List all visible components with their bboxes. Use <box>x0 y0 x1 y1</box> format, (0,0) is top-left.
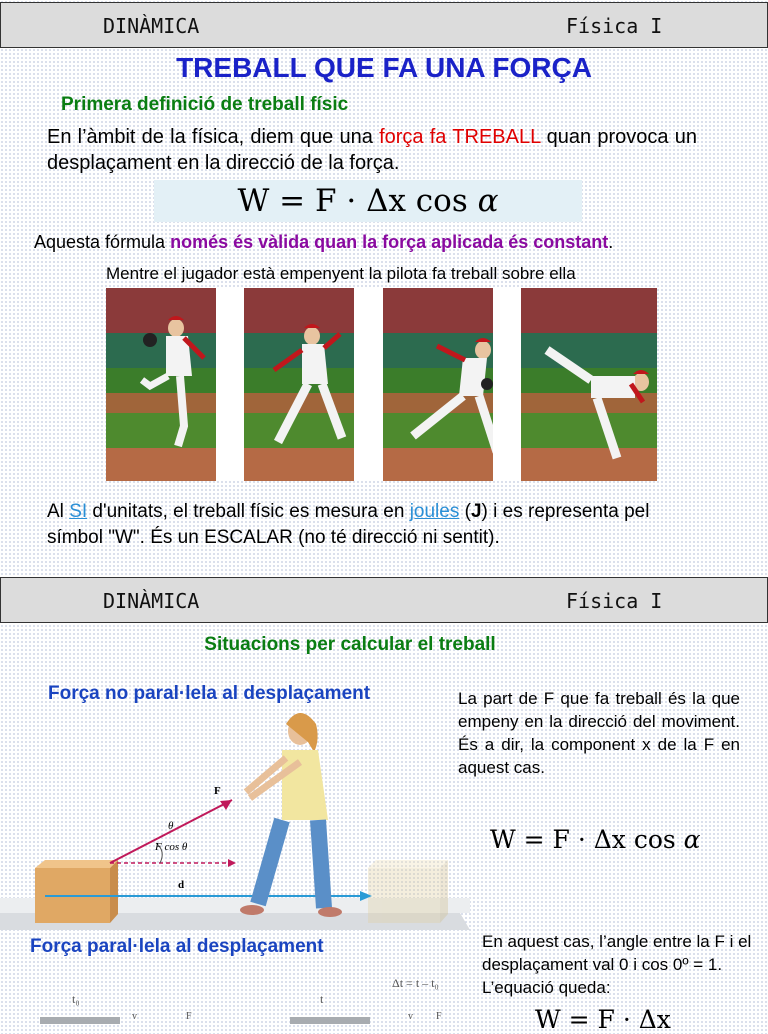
pitcher-photo-sequence <box>106 288 657 481</box>
formula-2-main: W = F · Δx cos <box>490 825 684 854</box>
units-paragraph <box>47 499 707 551</box>
note-text: Aquesta fórmula <box>34 232 171 252</box>
final-box <box>368 860 448 923</box>
header-topic: DINÀMICA <box>103 589 200 613</box>
label-v-2: v <box>408 1011 413 1022</box>
label-v-1: v <box>132 1011 137 1022</box>
work-formula-2 <box>490 825 701 854</box>
pitcher-photo-1 <box>106 288 242 481</box>
label-f-1: F <box>186 1011 192 1022</box>
formula-rhs: F · Δx cos <box>315 183 478 219</box>
header-topic: DINÀMICA <box>103 14 200 38</box>
pulling-box-illustration <box>0 698 470 933</box>
formula-angle: α <box>477 183 499 219</box>
pitcher-photo-2 <box>244 288 380 481</box>
definition-text-end: quan provoca un desplaçament en la direcció de la força. <box>47 126 697 174</box>
slide-header <box>0 2 768 48</box>
units-text-1: Al <box>47 501 70 522</box>
label-t0: t₀ <box>72 992 80 1006</box>
units-text-4: ) i es representa pel símbol "W". És un ESCALAR (no té direcció ni sentit). <box>47 501 650 548</box>
label-fcos: F cos θ <box>155 841 188 853</box>
validity-note <box>34 232 613 253</box>
photo-caption: Mentre el jugador està empenyent la pilota fa treball sobre ella <box>106 264 576 283</box>
slide-header <box>0 577 768 623</box>
heading-parallel: Força paral·lela al desplaçament <box>30 936 324 957</box>
work-formula <box>154 183 582 219</box>
slide-title: TREBALL QUE FA UNA FORÇA <box>176 52 592 83</box>
definition-highlight: força fa TREBALL <box>379 126 541 148</box>
header-course: Física I <box>566 14 663 38</box>
explanation-text: La part de F que fa treball és la que empeny en la direcció del moviment. És a dir, la component x de la F en aquest cas. <box>458 689 740 777</box>
pitcher-photo-3 <box>383 288 519 481</box>
formula-lhs: W <box>237 183 270 219</box>
note-highlight: només és vàlida quan la força aplicada és constant <box>170 232 609 252</box>
section-title: Situacions per calcular el treball <box>204 634 496 655</box>
heading-nonparallel: Força no paral·lela al desplaçament <box>48 683 371 704</box>
label-t: t <box>320 992 324 1006</box>
label-dt: Δt = t – t₀ <box>392 976 439 990</box>
definition-text: En l’àmbit de la física, diem que una <box>47 126 380 148</box>
formula-equals: = <box>279 183 306 219</box>
parallel-formula: W = F · Δx <box>535 1005 671 1034</box>
header-course: Física I <box>566 589 663 613</box>
units-text-3: ( <box>459 501 471 522</box>
moving-box <box>35 860 118 923</box>
label-f-2: F <box>436 1011 442 1022</box>
units-text-2: d'unitats, el treball físic es mesura en <box>87 501 410 522</box>
parallel-force-figure <box>0 973 470 1024</box>
label-force: F <box>214 785 221 797</box>
woman-figure <box>240 713 342 917</box>
label-d: d <box>178 879 185 891</box>
pitcher-photo-4 <box>521 288 657 481</box>
slide-2 <box>0 573 768 1034</box>
note-end: . <box>608 232 614 252</box>
label-theta: θ <box>168 820 174 832</box>
parallel-text: En aquest cas, l’angle entre la F i el desplaçament val 0 i cos 0º = 1. L’equació queda: <box>482 932 752 997</box>
work-formula-box <box>154 180 582 222</box>
slide-subtitle: Primera definició de treball físic <box>61 94 349 115</box>
formula-2-angle: α <box>683 825 701 854</box>
si-link[interactable]: SI <box>69 501 88 522</box>
joules-link[interactable]: joules <box>409 501 460 522</box>
definition-paragraph <box>47 124 697 176</box>
units-symbol: J <box>470 501 482 522</box>
